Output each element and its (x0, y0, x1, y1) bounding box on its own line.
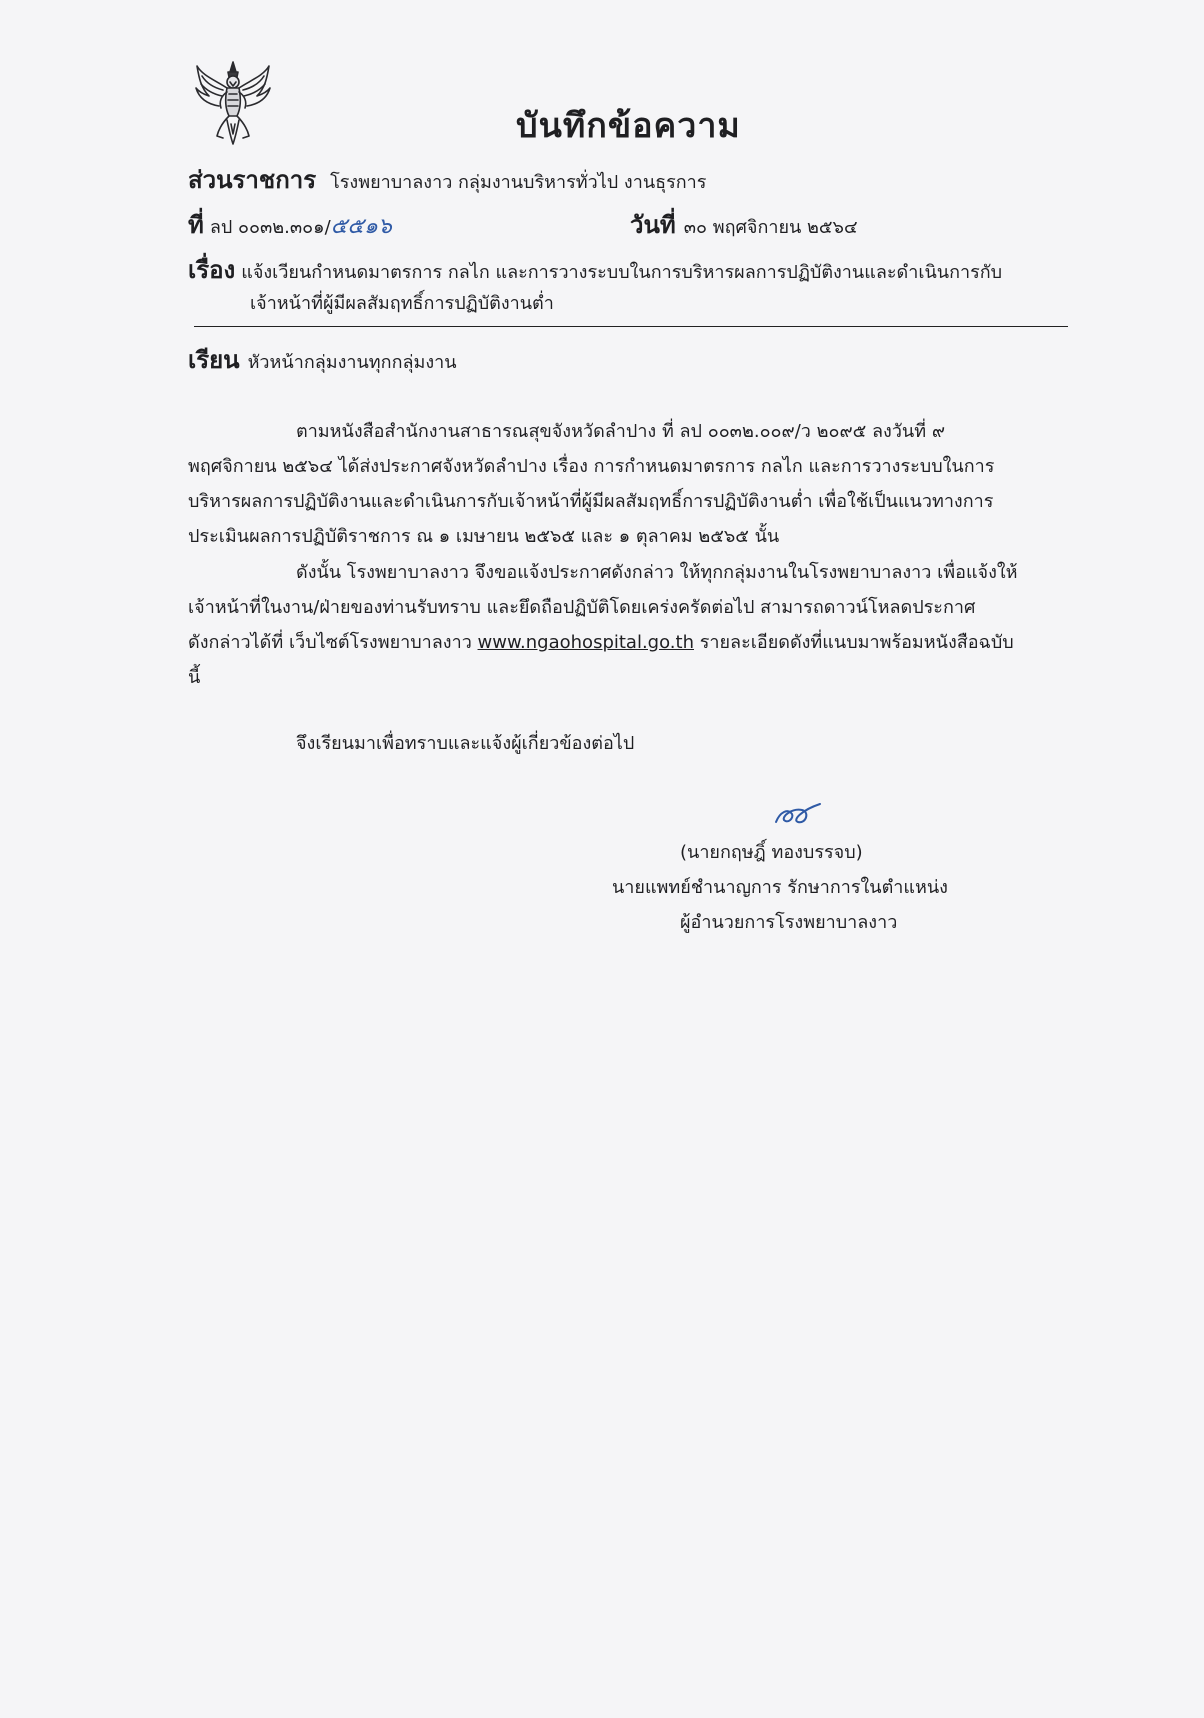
date-label: วันที่ (630, 211, 676, 239)
addressee-value: หัวหน้ากลุ่มงานทุกกลุ่มงาน (247, 352, 457, 373)
paragraph-1-line-2: พฤศจิกายน ๒๕๖๔ ได้ส่งประกาศจังหวัดลำปาง เรื่อง การกำหนดมาตรการ กลไก และการวางระบบในการ (188, 456, 995, 477)
closing-line: จึงเรียนมาเพื่อทราบและแจ้งผู้เกี่ยวข้องต่อไป (296, 733, 635, 754)
signatory-position-2: ผู้อำนวยการโรงพยาบาลงาว (680, 912, 898, 933)
paragraph-2-line-2: เจ้าหน้าที่ในงาน/ฝ่ายของท่านรับทราบ และยึดถือปฏิบัติโดยเคร่งครัดต่อไป สามารถดาวน์โหลดประกาศ (188, 597, 976, 618)
paragraph-2-line-3 (188, 627, 1014, 656)
document-number-value: ลป ๐๐๓๒.๓๐๑/ (209, 217, 331, 238)
paragraph-2-line-3-start: ดังกล่าวได้ที่ เว็บไซต์โรงพยาบาลงาว (188, 632, 478, 653)
document-number-row (188, 205, 392, 244)
paragraph-1-line-3: บริหารผลการปฏิบัติงานและดำเนินการกับเจ้าหน้าที่ผู้มีผลสัมฤทธิ์การปฏิบัติงานต่ำ เพื่อใช้เป็นแนวทางการ (188, 491, 994, 512)
subject-label: เรื่อง (188, 256, 236, 284)
subject-line-1: แจ้งเวียนกำหนดมาตรการ กลไก และการวางระบบในการบริหารผลการปฏิบัติงานและดำเนินการกับ (241, 262, 1003, 283)
addressee-label: เรียน (188, 346, 240, 374)
paragraph-1-line-1: ตามหนังสือสำนักงานสาธารณสุขจังหวัดลำปาง ที่ ลป ๐๐๓๒.๐๐๙/ว ๒๐๙๕ ลงวันที่ ๙ (296, 421, 946, 442)
date-value: ๓๐ พฤศจิกายน ๒๕๖๔ (683, 217, 858, 238)
agency-value: โรงพยาบาลงาว กลุ่มงานบริหารทั่วไป งานธุรการ (330, 172, 707, 193)
agency-row (188, 160, 706, 199)
handwritten-number: ๕๕๑๖ (330, 214, 392, 239)
subject-line-2: เจ้าหน้าที่ผู้มีผลสัมฤทธิ์การปฏิบัติงานต่ำ (250, 293, 554, 314)
garuda-emblem-icon (193, 58, 273, 148)
memo-title: บันทึกข้อความ (516, 106, 741, 146)
paragraph-2-line-4: นี้ (188, 667, 201, 688)
signature-mark-icon (772, 800, 824, 834)
signatory-name: (นายกฤษฎิ์ ทองบรรจบ) (680, 842, 863, 863)
hospital-website-link[interactable]: www.ngaohospital.go.th (477, 632, 694, 653)
signatory-position-1: นายแพทย์ชำนาญการ รักษาการในตำแหน่ง (612, 877, 948, 898)
addressee-row (188, 340, 457, 379)
agency-label: ส่วนราชการ (188, 166, 317, 194)
header-divider (194, 326, 1068, 327)
paragraph-2-line-3-end: รายละเอียดดังที่แนบมาพร้อมหนังสือฉบับ (694, 632, 1014, 653)
date-row (630, 205, 858, 244)
paragraph-1-line-4: ประเมินผลการปฏิบัติราชการ ณ ๑ เมษายน ๒๕๖๕ และ ๑ ตุลาคม ๒๕๖๕ นั้น (188, 526, 780, 547)
document-number-label: ที่ (188, 211, 204, 239)
paragraph-2-line-1: ดังนั้น โรงพยาบาลงาว จึงขอแจ้งประกาศดังกล่าว ให้ทุกกลุ่มงานในโรงพยาบาลงาว เพื่อแจ้งให้ (296, 562, 1018, 583)
subject-row (188, 250, 1002, 289)
